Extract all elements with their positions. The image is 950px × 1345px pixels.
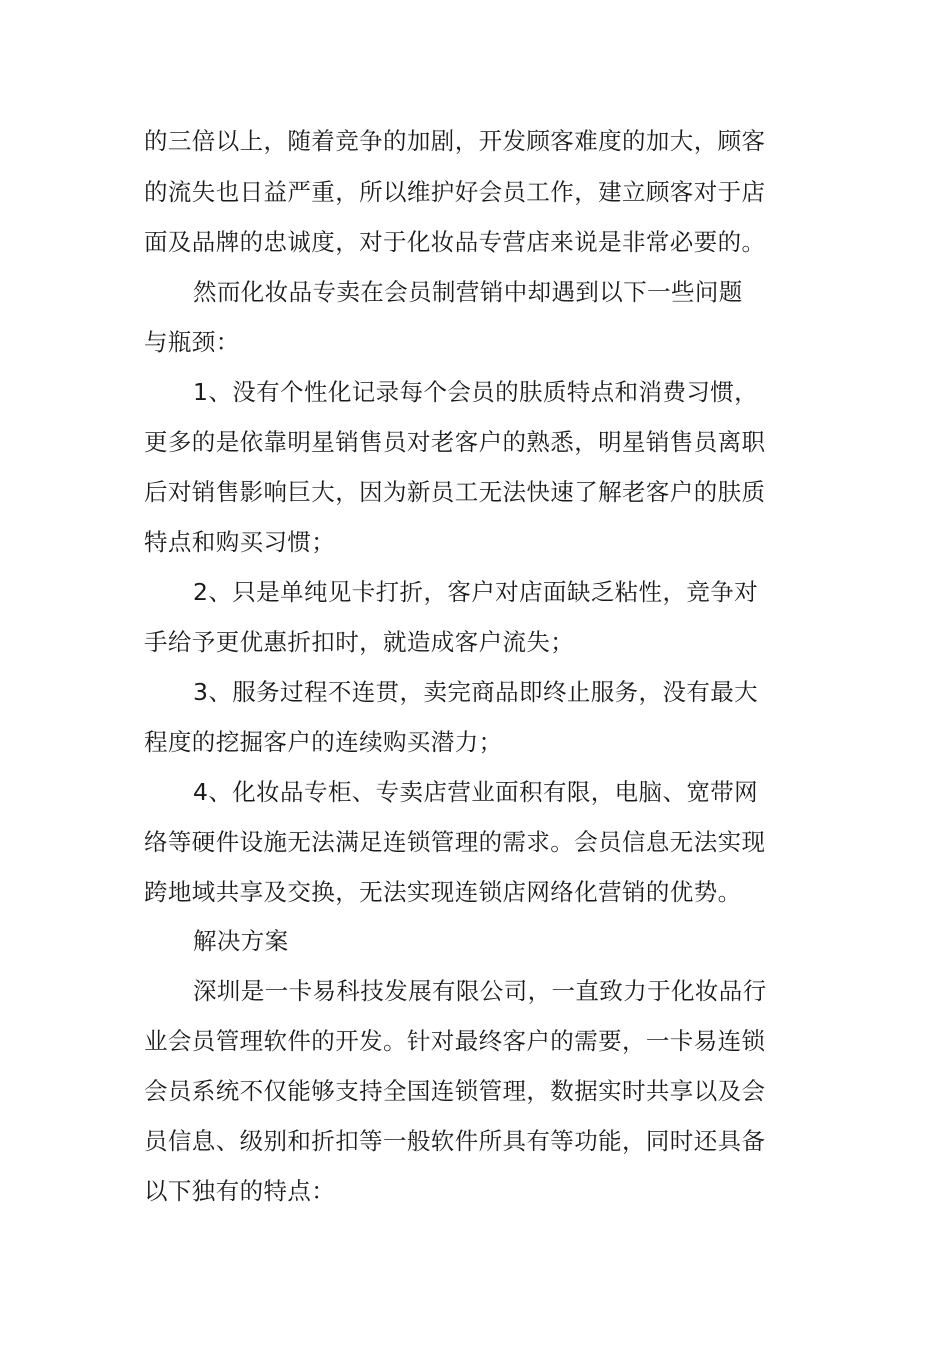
section-heading: 解决方案 [193, 927, 289, 955]
text-line: 员信息、级别和折扣等一般软件所具有等功能，同时还具备 [144, 1127, 766, 1155]
text-line: 以下独有的特点： [144, 1177, 336, 1205]
text-line: 络等硬件设施无法满足连锁管理的需求。会员信息无法实现 [144, 828, 766, 856]
paragraph-first-line: 然而化妆品专卖在会员制营销中却遇到以下一些问题 [193, 278, 743, 306]
text-line: 更多的是依靠明星销售员对老客户的熟悉，明星销售员离职 [144, 428, 766, 456]
list-item-2-first-line: 2、只是单纯见卡打折，客户对店面缺乏粘性，竞争对 [193, 578, 759, 606]
text-line: 会员系统不仅能够支持全国连锁管理，数据实时共享以及会 [144, 1077, 766, 1105]
list-item-1-first-line: 1、没有个性化记录每个会员的肤质特点和消费习惯， [193, 378, 759, 406]
text-line: 后对销售影响巨大，因为新员工无法快速了解老客户的肤质 [144, 478, 766, 506]
text-line: 程度的挖掘客户的连续购买潜力； [144, 728, 503, 756]
text-line: 与瓶颈： [144, 328, 240, 356]
list-item-4-first-line: 4、化妆品专柜、专卖店营业面积有限，电脑、宽带网 [193, 778, 759, 806]
text-line: 面及品牌的忠诚度，对于化妆品专营店来说是非常必要的。 [144, 228, 766, 256]
text-line: 跨地域共享及交换，无法实现连锁店网络化营销的优势。 [144, 878, 742, 906]
paragraph-first-line: 深圳是一卡易科技发展有限公司，一直致力于化妆品行 [193, 977, 767, 1005]
text-line: 的流失也日益严重，所以维护好会员工作，建立顾客对于店 [144, 178, 766, 206]
text-line: 的三倍以上，随着竞争的加剧，开发顾客难度的加大，顾客 [144, 127, 766, 155]
text-line: 手给予更优惠折扣时，就造成客户流失； [144, 628, 575, 656]
text-line: 业会员管理软件的开发。针对最终客户的需要，一卡易连锁 [144, 1027, 766, 1055]
text-line: 特点和购买习惯； [144, 528, 336, 556]
list-item-3-first-line: 3、服务过程不连贯，卖完商品即终止服务，没有最大 [193, 678, 759, 706]
